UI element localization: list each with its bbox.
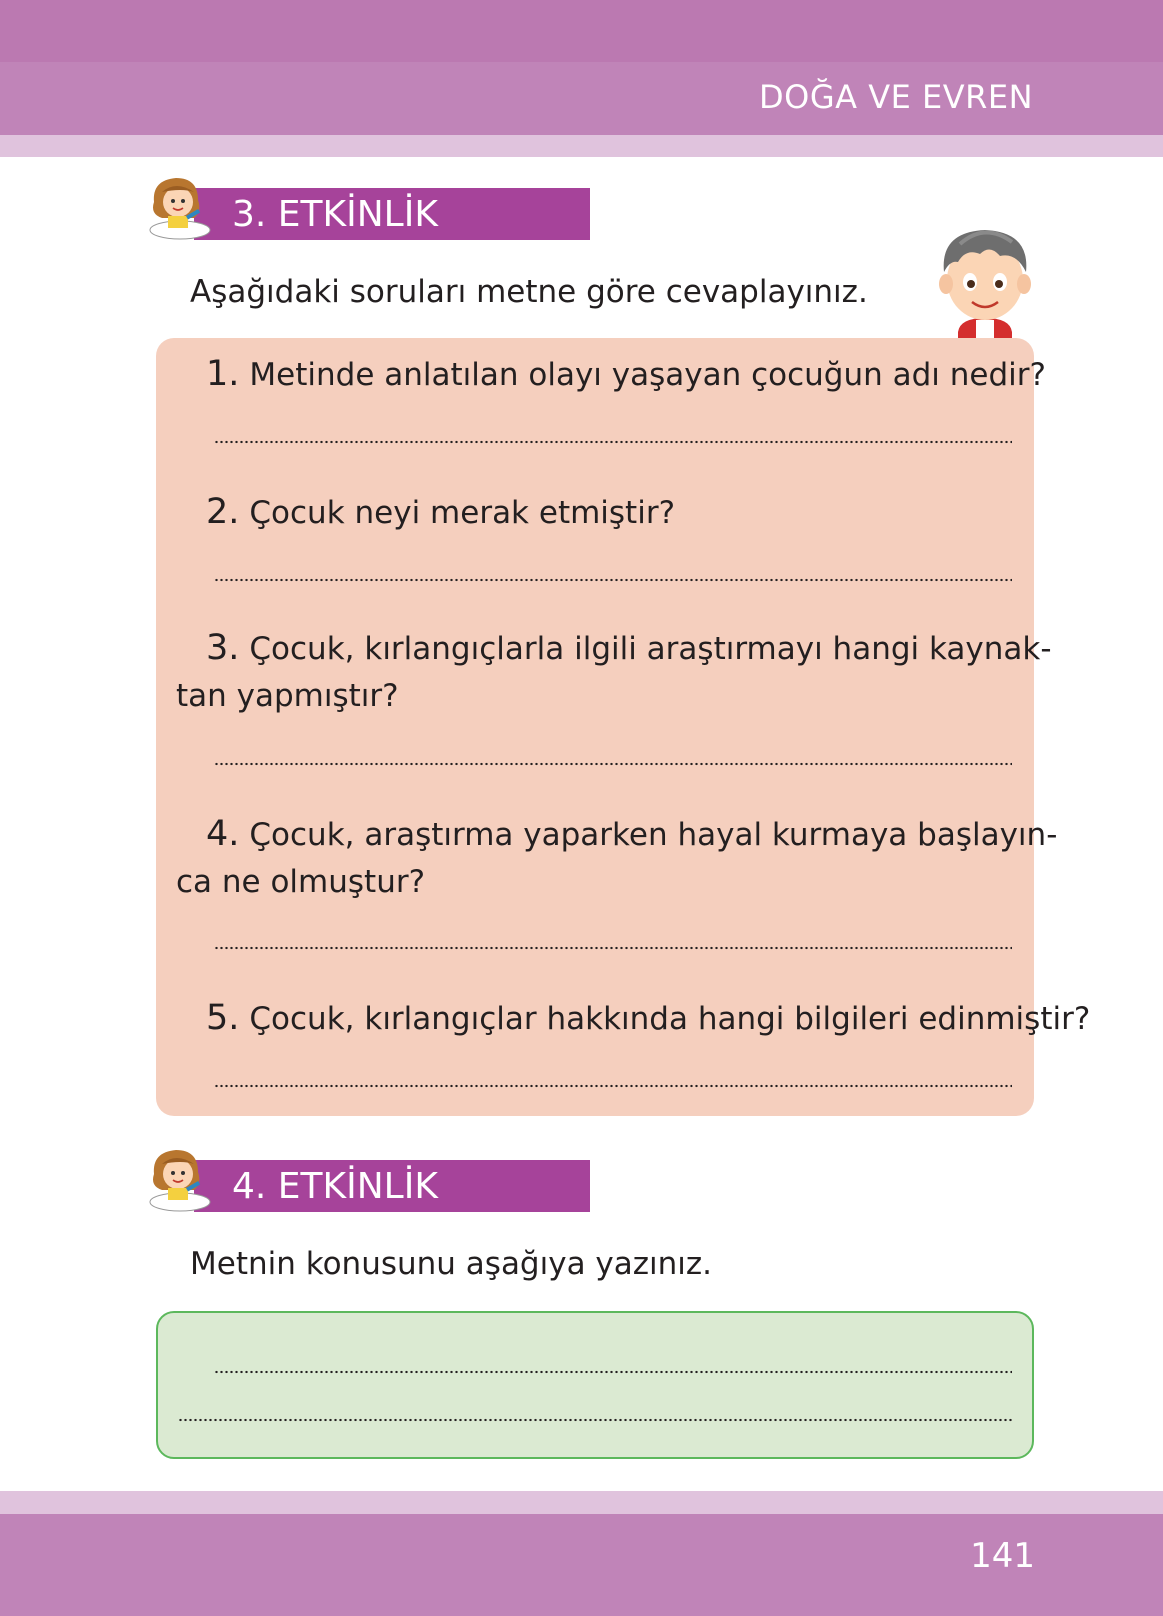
footer-light-stripe — [0, 1491, 1163, 1514]
question-2 — [206, 488, 675, 537]
page-number: 141 — [970, 1536, 1035, 1576]
activity-3-label: 3. ETKİNLİK — [232, 194, 438, 235]
question-number: 3. — [206, 628, 240, 668]
question-number: 4. — [206, 814, 240, 854]
answer-line-1[interactable] — [214, 440, 1012, 444]
question-text: Çocuk, araştırma yaparken hayal kurmaya başlayın- — [249, 817, 1058, 853]
question-4 — [206, 810, 1057, 859]
answer-line-4[interactable] — [214, 946, 1012, 950]
question-number: 2. — [206, 492, 240, 532]
unit-title: DOĞA VE EVREN — [759, 78, 1033, 116]
activity-3-instruction: Aşağıdaki soruları metne göre cevaplayınız. — [190, 274, 868, 310]
header-stripe — [0, 0, 1163, 62]
activity-4-label: 4. ETKİNLİK — [232, 1166, 438, 1207]
question-text: Metinde anlatılan olayı yaşayan çocuğun adı nedir? — [249, 357, 1046, 393]
girl-reading-icon — [140, 1144, 220, 1214]
question-3 — [206, 624, 1052, 673]
question-number: 1. — [206, 354, 240, 394]
header-light-stripe — [0, 135, 1163, 157]
activity-4-heading — [140, 1144, 460, 1214]
girl-reading-icon — [140, 172, 220, 242]
topic-answer-line-1[interactable] — [214, 1370, 1012, 1374]
boy-character-icon — [930, 222, 1040, 340]
answer-line-3[interactable] — [214, 762, 1012, 766]
activity-3-heading — [140, 172, 460, 242]
question-5 — [206, 994, 1090, 1043]
topic-answer-line-2[interactable] — [178, 1418, 1012, 1422]
question-4-continuation: ca ne olmuştur? — [176, 864, 426, 900]
question-text: Çocuk, kırlangıçlarla ilgili araştırmayı hangi kaynak- — [249, 631, 1052, 667]
answer-line-5[interactable] — [214, 1084, 1012, 1088]
question-text: Çocuk neyi merak etmiştir? — [249, 495, 676, 531]
topic-answer-box — [156, 1311, 1034, 1459]
activity-4-instruction: Metnin konusunu aşağıya yazınız. — [190, 1246, 713, 1282]
question-1 — [206, 350, 1046, 399]
question-text: Çocuk, kırlangıçlar hakkında hangi bilgileri edinmiştir? — [249, 1001, 1091, 1037]
question-number: 5. — [206, 998, 240, 1038]
answer-line-2[interactable] — [214, 578, 1012, 582]
question-3-continuation: tan yapmıştır? — [176, 678, 399, 714]
